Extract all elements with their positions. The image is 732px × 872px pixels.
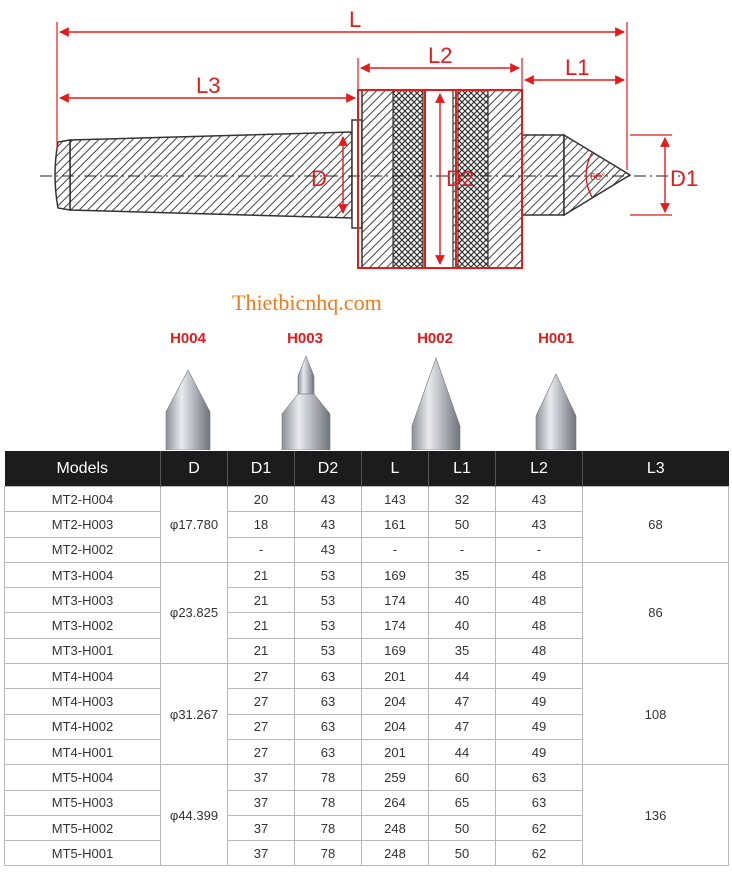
label-D1: D1 [670,166,699,191]
column-header-d1: D1 [228,451,295,487]
cell-l: 248 [362,815,429,840]
cell-l1: 50 [429,815,496,840]
cell-l3: 68 [583,487,729,563]
table-body [5,487,729,866]
cell-d2: 63 [295,689,362,714]
cell-d2: 43 [295,487,362,512]
table-header-row [5,451,729,487]
cell-d1: 20 [228,487,295,512]
cell-l2: 63 [496,765,583,790]
cell-d2: 53 [295,588,362,613]
cell-l2: 49 [496,739,583,764]
cell-l2: - [496,537,583,562]
cell-l2: 49 [496,714,583,739]
cell-model: MT3-H001 [5,638,161,663]
cell-d2: 78 [295,841,362,866]
cell-l: 174 [362,588,429,613]
cell-l: 174 [362,613,429,638]
cell-l2: 43 [496,512,583,537]
cell-model: MT3-H003 [5,588,161,613]
cell-d1: 37 [228,815,295,840]
cell-d: φ44.399 [161,765,228,866]
label-D: D [311,166,327,191]
variant-label-h001: H001 [538,330,574,347]
cell-l2: 48 [496,588,583,613]
column-header-l1: L1 [429,451,496,487]
cell-l: 169 [362,638,429,663]
cell-l2: 63 [496,790,583,815]
cell-l1: - [429,537,496,562]
cell-d1: 21 [228,613,295,638]
cell-d2: 53 [295,613,362,638]
cell-l: 204 [362,689,429,714]
cell-model: MT3-H002 [5,613,161,638]
column-header-l: L [362,451,429,487]
taper-shank [70,132,352,218]
table-row [5,664,729,689]
variant-label-h002: H002 [417,330,453,347]
cell-model: MT2-H004 [5,487,161,512]
variant-label-h003: H003 [287,330,323,347]
cell-d1: 21 [228,562,295,587]
cell-l2: 62 [496,841,583,866]
cell-d1: 18 [228,512,295,537]
cell-d1: 27 [228,664,295,689]
cell-d: φ23.825 [161,562,228,663]
cell-l1: 40 [429,613,496,638]
cell-l1: 50 [429,841,496,866]
table-row [5,765,729,790]
cell-l3: 136 [583,765,729,866]
knurl-band-1 [393,90,423,268]
tip-h002 [412,358,460,450]
cell-l2: 48 [496,562,583,587]
live-center-diagram [0,0,732,285]
cell-l: 161 [362,512,429,537]
cell-l3: 86 [583,562,729,663]
cell-d1: 21 [228,638,295,663]
cell-model: MT2-H002 [5,537,161,562]
label-L1: L1 [565,55,590,80]
cell-l1: 44 [429,664,496,689]
cell-l1: 35 [429,638,496,663]
column-header-l2: L2 [496,451,583,487]
cell-l: - [362,537,429,562]
cell-model: MT5-H004 [5,765,161,790]
cell-model: MT4-H004 [5,664,161,689]
tip-h004 [166,370,210,450]
front-spindle [522,135,564,215]
cell-model: MT2-H003 [5,512,161,537]
cell-l1: 32 [429,487,496,512]
cell-model: MT5-H002 [5,815,161,840]
table-row [5,562,729,587]
cell-l1: 44 [429,739,496,764]
cell-l1: 47 [429,714,496,739]
specification-table [4,451,729,866]
cell-d1: 27 [228,689,295,714]
cell-l2: 48 [496,613,583,638]
cell-l: 169 [362,562,429,587]
cell-l1: 47 [429,689,496,714]
cell-d: φ31.267 [161,664,228,765]
cell-d1: 37 [228,841,295,866]
label-L: L [349,7,362,32]
label-D2: D2 [446,166,475,191]
cell-d2: 63 [295,714,362,739]
variant-tips [0,350,732,450]
cell-l2: 49 [496,664,583,689]
table-row [5,487,729,512]
cell-l: 143 [362,487,429,512]
cell-d2: 43 [295,512,362,537]
label-L2: L2 [428,43,453,68]
cell-l1: 40 [429,588,496,613]
cell-model: MT4-H003 [5,689,161,714]
cell-d1: - [228,537,295,562]
cell-l: 264 [362,790,429,815]
cell-d2: 63 [295,739,362,764]
cell-d2: 78 [295,765,362,790]
cell-l: 201 [362,664,429,689]
cell-l1: 65 [429,790,496,815]
shank-tang [55,140,70,210]
cell-l1: 50 [429,512,496,537]
cell-d1: 27 [228,714,295,739]
cell-d: φ17.780 [161,487,228,563]
cell-l2: 62 [496,815,583,840]
tip-h003 [282,356,330,450]
cell-model: MT4-H002 [5,714,161,739]
cell-l1: 60 [429,765,496,790]
cell-l: 201 [362,739,429,764]
column-header-d2: D2 [295,451,362,487]
cell-l: 248 [362,841,429,866]
cell-l3: 108 [583,664,729,765]
cell-l: 259 [362,765,429,790]
column-header-l3: L3 [583,451,729,487]
cell-d2: 53 [295,638,362,663]
cell-d1: 37 [228,790,295,815]
cell-d2: 53 [295,562,362,587]
cell-model: MT4-H001 [5,739,161,764]
tip-h001 [536,374,576,450]
cell-l2: 48 [496,638,583,663]
cell-d2: 78 [295,790,362,815]
cell-l1: 35 [429,562,496,587]
cell-d2: 43 [295,537,362,562]
cell-l2: 49 [496,689,583,714]
column-header-models: Models [5,451,161,487]
column-header-d: D [161,451,228,487]
cell-l2: 43 [496,487,583,512]
cell-d2: 63 [295,664,362,689]
watermark-text: Thietbicnhq.com [232,290,382,315]
label-L3: L3 [196,73,221,98]
variant-label-h004: H004 [170,330,206,347]
cell-d1: 37 [228,765,295,790]
cell-l: 204 [362,714,429,739]
cell-d2: 78 [295,815,362,840]
cell-model: MT5-H001 [5,841,161,866]
cell-model: MT3-H004 [5,562,161,587]
cell-d1: 27 [228,739,295,764]
cell-model: MT5-H003 [5,790,161,815]
label-angle: 60° [590,172,606,183]
cell-d1: 21 [228,588,295,613]
